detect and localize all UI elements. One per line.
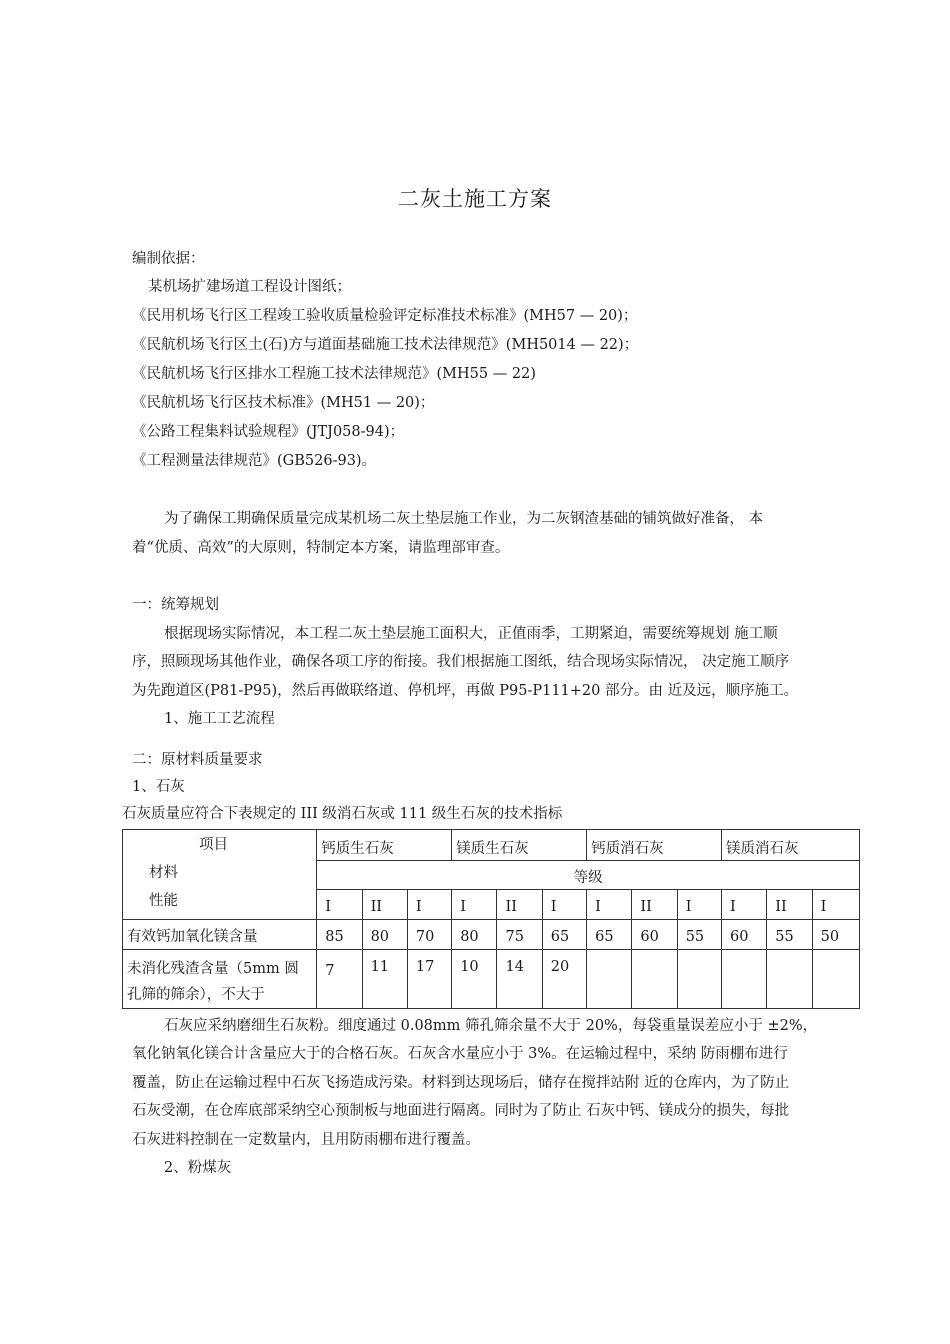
section1-line: 序，照顾现场其他作业，确保各项工序的衔接。我们根据施工图纸，结合现场实际情况， 决定施工顺序	[132, 654, 790, 670]
basis-item: 《民航机场飞行区排水工程施工技术法律规范》(MH55 — 22)	[132, 366, 536, 382]
value-cell	[677, 950, 721, 1009]
value-cell: 55	[767, 920, 812, 950]
table-caption: 石灰质量应符合下表规定的 III 级消石灰或 111 级生石灰的技术指标	[122, 806, 563, 822]
value-cell	[812, 950, 859, 1009]
header-material: 材料	[149, 865, 178, 881]
grade-cell: II	[497, 890, 542, 920]
header-item-cell	[123, 830, 317, 920]
basis-item: 某机场扩建场道工程设计图纸；	[148, 279, 351, 295]
lime-para-line: 石灰受潮，在仓库底部采纳空心预制板与地面进行隔离。同时为了防止 石灰中钙、镁成分的损失，每批	[132, 1103, 790, 1119]
row-label: 有效钙加氧化镁含量	[123, 920, 317, 950]
value-cell: 7	[317, 950, 362, 1009]
basis-item: 《工程测量法律规范》(GB526-93)。	[132, 453, 377, 469]
section-heading: 二：原材料质量要求	[132, 752, 263, 768]
header-item: 项目	[199, 837, 228, 853]
value-cell: 70	[407, 920, 451, 950]
value-cell: 65	[542, 920, 586, 950]
value-cell: 10	[452, 950, 497, 1009]
group-header: 钙质消石灰	[587, 830, 722, 861]
grade-cell: I	[722, 890, 767, 920]
table-row	[123, 920, 860, 950]
header-performance: 性能	[149, 893, 178, 909]
intro-line: 为了确保工期确保质量完成某机场二灰土垫层施工作业，为二灰钢渣基础的铺筑做好准备， 本	[164, 511, 764, 527]
basis-item: 《民用机场飞行区工程竣工验收质量检验评定标准技术标准》(MH57 — 20)；	[132, 308, 638, 324]
lime-para-line: 石灰应采纳磨细生石灰粉。细度通过 0.08mm 筛孔筛余量不大于 20%，每袋重量误差应小于 ±2%，	[164, 1018, 818, 1034]
value-cell: 85	[317, 920, 362, 950]
section-heading: 一：统筹规划	[132, 597, 219, 613]
basis-item: 《公路工程集料试验规程》(JTJ058-94)；	[132, 424, 405, 440]
value-cell: 80	[452, 920, 497, 950]
value-cell	[632, 950, 677, 1009]
grade-cell: II	[362, 890, 407, 920]
group-header: 钙质生石灰	[317, 830, 452, 861]
basis-heading: 编制依据：	[132, 251, 205, 267]
value-cell	[767, 950, 812, 1009]
row-label	[123, 950, 317, 1009]
lime-para-line: 覆盖，防止在运输过程中石灰飞扬造成污染。材料到达现场后，储存在搅拌站附 近的仓库内，为了防止	[132, 1075, 790, 1091]
group-header: 镁质生石灰	[452, 830, 587, 861]
subsection-heading: 1、石灰	[132, 779, 185, 795]
grade-cell: I	[812, 890, 859, 920]
grade-cell: I	[587, 890, 632, 920]
basis-item: 《民航机场飞行区土(石)方与道面基础施工技术法律规范》(MH5014 — 22)；	[132, 337, 639, 353]
grade-cell: II	[632, 890, 677, 920]
row-label-line: 未消化残渣含量（5mm 圆	[127, 961, 299, 977]
table-header-row	[123, 830, 860, 861]
value-cell: 20	[542, 950, 586, 1009]
subsection-heading: 2、粉煤灰	[164, 1160, 232, 1176]
basis-item: 《民航机场飞行区技术标准》(MH51 — 20)；	[132, 395, 435, 411]
lime-spec-table	[122, 829, 860, 1009]
section1-line: 为先跑道区(P81-P95)，然后再做联络道、停机坪，再做 P95-P111+20 部分。由 近及远，顺序施工。	[132, 683, 799, 699]
grade-cell: I	[317, 890, 362, 920]
grade-cell: I	[677, 890, 721, 920]
subsection-heading: 1、施工工艺流程	[164, 711, 275, 727]
value-cell: 80	[362, 920, 407, 950]
document-title: 二灰土施工方案	[398, 187, 552, 211]
value-cell: 75	[497, 920, 542, 950]
value-cell	[722, 950, 767, 1009]
value-cell: 55	[677, 920, 721, 950]
grade-cell: I	[407, 890, 451, 920]
lime-para-line: 石灰进料控制在一定数量内，且用防雨棚布进行覆盖。	[132, 1132, 480, 1148]
grade-cell: II	[767, 890, 812, 920]
value-cell: 60	[722, 920, 767, 950]
table-row	[123, 950, 860, 1009]
group-header: 镁质消石灰	[722, 830, 860, 861]
section1-line: 根据现场实际情况，本工程二灰土垫层施工面积大，正值雨季，工期紧迫，需要统筹规划 施工顺	[164, 626, 778, 642]
grade-cell: I	[542, 890, 586, 920]
value-cell: 60	[632, 920, 677, 950]
value-cell: 50	[812, 920, 859, 950]
value-cell: 14	[497, 950, 542, 1009]
grade-cell: I	[452, 890, 497, 920]
value-cell: 11	[362, 950, 407, 1009]
grade-label: 等级	[317, 861, 860, 890]
value-cell	[587, 950, 632, 1009]
lime-para-line: 氧化钠氧化镁合计含量应大于的合格石灰。石灰含水量应小于 3%。在运输过程中，采纳 防雨棚布进行	[132, 1046, 788, 1062]
intro-line: 着“优质、高效”的大原则，特制定本方案，请监理部审查。	[132, 540, 510, 556]
value-cell: 65	[587, 920, 632, 950]
row-label-line: 孔筛的筛余），不大于	[127, 987, 265, 1003]
value-cell: 17	[407, 950, 451, 1009]
